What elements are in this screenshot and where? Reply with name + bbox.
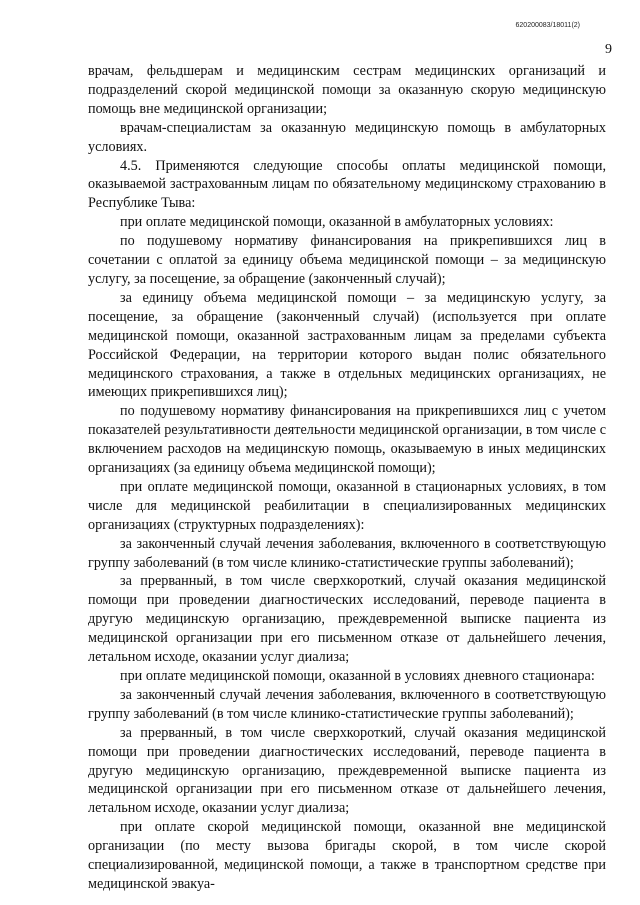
paragraph: по подушевому нормативу финансирования на прикрепившихся лиц в сочетании с оплатой за единицу объема медицинской помощи – за медицинскую услугу, за посещение, за обращение (законченный случай);: [88, 233, 606, 287]
paragraph: при оплате медицинской помощи, оказанной в условиях дневного стационара:: [120, 668, 595, 684]
paragraph: врачам, фельдшерам и медицинским сестрам медицинских организаций и подразделений скорой медицинской помощи за оказанную скорую медицинскую помощь вне медицинской организации;: [88, 63, 606, 117]
paragraph: при оплате медицинской помощи, оказанной в стационарных условиях, в том числе для медицинской реабилитации в специализированных медицинских организациях (структурных подразделениях):: [88, 478, 606, 533]
document-code: 620200083/18011(2): [515, 22, 580, 29]
paragraph: при оплате медицинской помощи, оказанной в амбулаторных условиях:: [120, 214, 554, 231]
paragraph: при оплате скорой медицинской помощи, оказанной вне медицинской организации (по месту вызова бригады скорой, в том числе скорой специализированной, медицинской помощи, а также в транспортном средстве при медицинской эвакуа-: [88, 819, 606, 892]
paragraph: по подушевому нормативу финансирования на прикрепившихся лиц с учетом показателей результативности деятельности медицинской организации, в том числе с включением расходов на медицинскую помощь, оказываемую в иных медицинских организациях (за единицу объема медицинской помощи);: [88, 403, 606, 477]
paragraph: за законченный случай лечения заболевания, включенного в соответствующую группу заболеваний (в том числе клинико-статистические группы заболеваний);: [88, 686, 606, 722]
paragraph: 4.5. Применяются следующие способы оплаты медицинской помощи, оказываемой застрахованным лицам по обязательному медицинскому страхованию в Республике Тыва:: [88, 157, 606, 212]
paragraph: за законченный случай лечения заболевания, включенного в соответствующую группу заболеваний (в том числе клинико-статистические группы заболеваний);: [88, 535, 606, 571]
page-number: 9: [605, 42, 612, 57]
paragraph: за прерванный, в том числе сверхкороткий, случай оказания медицинской помощи при проведении диагностических исследований, переводе пациента в другую медицинскую организацию, преждевременной выписке пациента из медицинской организации при его письменном отказе от дальнейшего лечения, летальном исходе, оказании услуг диализа;: [88, 724, 606, 817]
paragraph: за прерванный, в том числе сверхкороткий, случай оказания медицинской помощи при проведении диагностических исследований, переводе пациента в другую медицинскую организацию, преждевременной выписке пациента из медицинской организации при его письменном отказе от дальнейшего лечения, летальном исходе, оказании услуг диализа;: [88, 573, 606, 666]
paragraph: врачам-специалистам за оказанную медицинскую помощь в амбулаторных условиях.: [88, 119, 606, 155]
document-body: [88, 62, 606, 894]
paragraph: за единицу объема медицинской помощи – за медицинскую услугу, за посещение, за обращение (законченный случай) (используется при оплате медицинской помощи, оказанной застрахованным лицам за пределами субъекта Российской Федерации, на территории которого выдан полис обязательного медицинского страхования, а также в отдельных медицинских организациях, не имеющих прикрепившихся лиц);: [88, 289, 606, 401]
